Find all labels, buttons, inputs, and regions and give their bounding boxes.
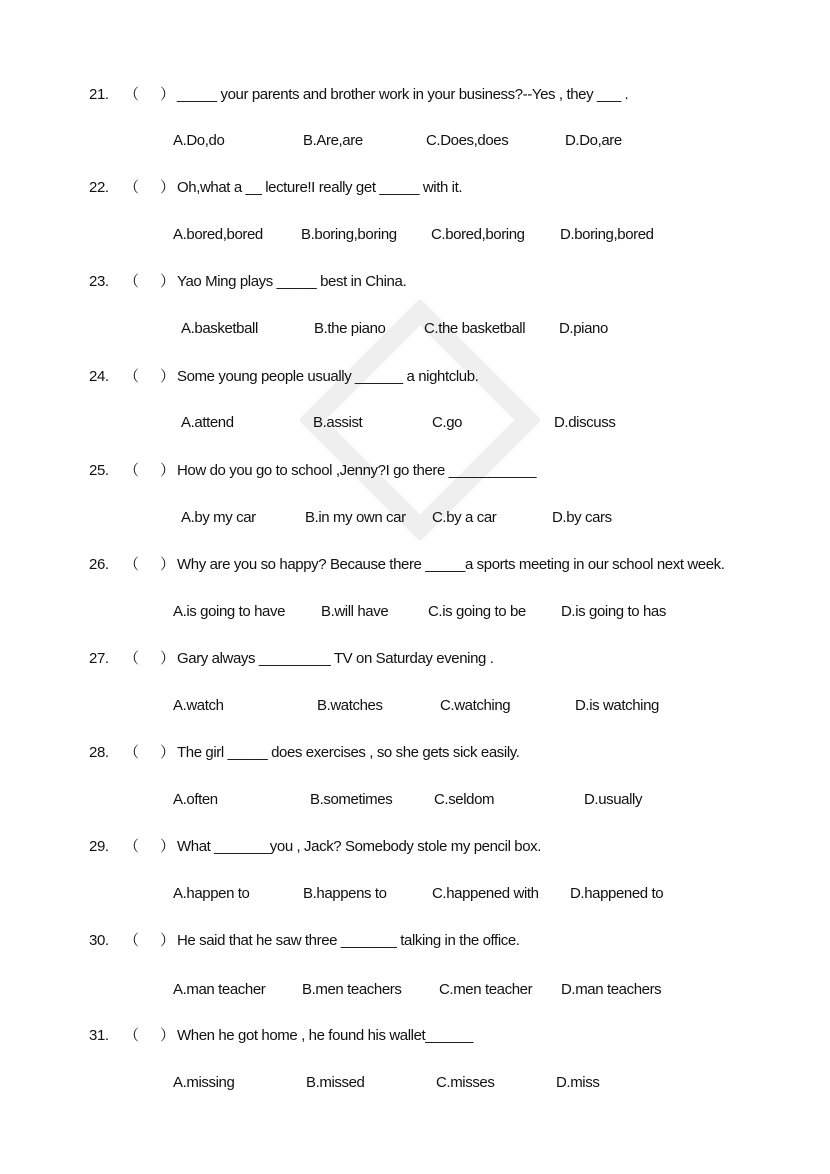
answer-blank-close: ） bbox=[160, 462, 175, 479]
question-text: Oh,what a __ lecture!I really get _____ with it. bbox=[177, 179, 463, 196]
option-b: B.Are,are bbox=[303, 132, 363, 149]
option-b: B.watches bbox=[317, 697, 383, 714]
question-text: He said that he saw three _______ talking in the office. bbox=[177, 932, 520, 949]
question-number: 29. bbox=[89, 838, 109, 855]
option-d: D.discuss bbox=[554, 414, 616, 431]
option-c: C.by a car bbox=[432, 509, 497, 526]
option-d: D.boring,bored bbox=[560, 226, 654, 243]
answer-blank-close: ） bbox=[160, 179, 175, 196]
answer-blank-open: （ bbox=[124, 462, 139, 479]
option-d: D.by cars bbox=[552, 509, 612, 526]
option-d: D.usually bbox=[584, 791, 643, 808]
answer-blank-open: （ bbox=[124, 273, 139, 290]
option-c: C.Does,does bbox=[426, 132, 509, 149]
answer-blank-close: ） bbox=[160, 1027, 175, 1044]
answer-blank-open: （ bbox=[124, 650, 139, 667]
option-c: C.seldom bbox=[434, 791, 495, 808]
option-a: A.happen to bbox=[173, 885, 250, 902]
option-d: D.Do,are bbox=[565, 132, 622, 149]
answer-blank-close: ） bbox=[160, 650, 175, 667]
question-number: 26. bbox=[89, 556, 109, 573]
option-b: B.sometimes bbox=[310, 791, 393, 808]
option-d: D.is going to has bbox=[561, 603, 666, 620]
answer-blank-open: （ bbox=[124, 179, 139, 196]
question-text: _____ your parents and brother work in your business?--Yes , they ___ . bbox=[177, 86, 629, 103]
option-a: A.often bbox=[173, 791, 218, 808]
option-c: C.the basketball bbox=[424, 320, 526, 337]
answer-blank-close: ） bbox=[160, 273, 175, 290]
option-b: B.men teachers bbox=[302, 981, 402, 998]
option-a: A.watch bbox=[173, 697, 224, 714]
option-b: B.happens to bbox=[303, 885, 387, 902]
option-a: A.missing bbox=[173, 1074, 235, 1091]
question-number: 31. bbox=[89, 1027, 109, 1044]
answer-blank-open: （ bbox=[124, 556, 139, 573]
question-number: 24. bbox=[89, 368, 109, 385]
question-text: Why are you so happy? Because there _____a sports meeting in our school next week. bbox=[177, 556, 725, 573]
question-number: 30. bbox=[89, 932, 109, 949]
answer-blank-close: ） bbox=[160, 744, 175, 761]
option-c: C.bored,boring bbox=[431, 226, 525, 243]
option-c: C.men teacher bbox=[439, 981, 533, 998]
answer-blank-close: ） bbox=[160, 368, 175, 385]
answer-blank-open: （ bbox=[124, 86, 139, 103]
option-a: A.basketball bbox=[181, 320, 258, 337]
option-c: C.go bbox=[432, 414, 463, 431]
option-d: D.piano bbox=[559, 320, 608, 337]
option-d: D.happened to bbox=[570, 885, 664, 902]
answer-blank-open: （ bbox=[124, 1027, 139, 1044]
question-number: 28. bbox=[89, 744, 109, 761]
question-number: 25. bbox=[89, 462, 109, 479]
option-a: A.man teacher bbox=[173, 981, 266, 998]
option-b: B.will have bbox=[321, 603, 389, 620]
question-text: Some young people usually ______ a nightclub. bbox=[177, 368, 479, 385]
option-a: A.Do,do bbox=[173, 132, 225, 149]
option-d: D.man teachers bbox=[561, 981, 662, 998]
option-a: A.bored,bored bbox=[173, 226, 263, 243]
answer-blank-open: （ bbox=[124, 932, 139, 949]
answer-blank-open: （ bbox=[124, 368, 139, 385]
question-number: 23. bbox=[89, 273, 109, 290]
option-b: B.assist bbox=[313, 414, 363, 431]
option-c: C.watching bbox=[440, 697, 511, 714]
option-c: C.misses bbox=[436, 1074, 495, 1091]
question-number: 21. bbox=[89, 86, 109, 103]
option-d: D.is watching bbox=[575, 697, 660, 714]
option-a: A.by my car bbox=[181, 509, 256, 526]
option-c: C.is going to be bbox=[428, 603, 526, 620]
option-b: B.boring,boring bbox=[301, 226, 397, 243]
question-text: Yao Ming plays _____ best in China. bbox=[177, 273, 407, 290]
question-number: 22. bbox=[89, 179, 109, 196]
option-d: D.miss bbox=[556, 1074, 600, 1091]
question-text: What _______you , Jack? Somebody stole my pencil box. bbox=[177, 838, 542, 855]
option-a: A.is going to have bbox=[173, 603, 286, 620]
answer-blank-close: ） bbox=[160, 932, 175, 949]
question-text: When he got home , he found his wallet______ bbox=[177, 1027, 473, 1044]
answer-blank-open: （ bbox=[124, 744, 139, 761]
option-b: B.missed bbox=[306, 1074, 365, 1091]
option-b: B.the piano bbox=[314, 320, 386, 337]
question-text: How do you go to school ,Jenny?I go there ___________ bbox=[177, 462, 537, 479]
option-b: B.in my own car bbox=[305, 509, 406, 526]
answer-blank-close: ） bbox=[160, 556, 175, 573]
option-a: A.attend bbox=[181, 414, 234, 431]
answer-blank-open: （ bbox=[124, 838, 139, 855]
answer-blank-close: ） bbox=[160, 838, 175, 855]
question-text: Gary always _________ TV on Saturday evening . bbox=[177, 650, 494, 667]
option-c: C.happened with bbox=[432, 885, 539, 902]
question-text: The girl _____ does exercises , so she gets sick easily. bbox=[177, 744, 520, 761]
answer-blank-close: ） bbox=[160, 86, 175, 103]
question-number: 27. bbox=[89, 650, 109, 667]
